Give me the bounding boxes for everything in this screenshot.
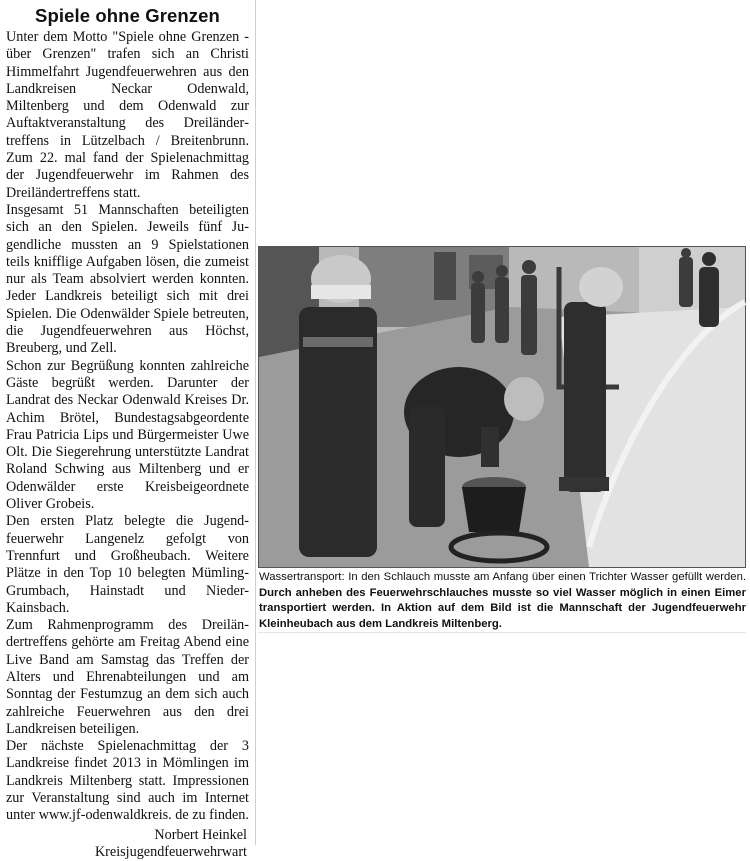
photo-illustration <box>259 247 745 567</box>
caption-lead: Wassertransport: In den Schlauch musste am Anfang über einen Trichter Wasser gefüllt werden. <box>259 571 746 583</box>
news-photo <box>258 246 746 568</box>
paragraph-intro: Unter dem Motto "Spiele ohne Grenzen - über Grenzen" trafen sich an Christi Himmelfahrt Jugendfeuerwehren aus den Landkreisen Neckar Odenwald, Miltenberg und dem Odenwald zur Auftaktveranstaltung des Dreiländertreffens in Lützelbach / Breitenbrunn. Zum 22. mal fand der Spielenachmittag der Jugendfeuerwehr im Rahmen des Dreiländertreffens statt. <box>6 29 249 201</box>
paragraph-next-event: Der nächste Spielenachmittag der 3 Landkreise findet 2013 in Mömlingen im Landkreis Miltenberg statt. Impressionen zur Veranstaltung sind auch im Internet unter www.jf-odenwaldkreis. de zu finden. <box>6 738 249 824</box>
photo-caption <box>259 570 746 632</box>
paragraph-program: Zum Rahmenprogramm des Dreiländertreffens gehörte am Freitag Abend eine Live Band am Samstag das Treffen der Alters und Ehrenabteilungen und am Sonntag der Festumzug an dem sich auch zahlreiche Feuerwehren aus den drei Landkreisen beteiligen. <box>6 617 249 737</box>
author-role: Kreisjugendfeuerwehrwart <box>94 843 247 860</box>
caption-bold: Durch anheben des Feuerwehrschlauches musste so viel Wasser möglich in einen Eimer transportiert werden. In Aktion auf dem Bild ist die Mannschaft der Jugendfeuerwehr Kleinheubach aus dem Landkreis Miltenberg. <box>259 586 746 630</box>
author-signature <box>6 827 249 861</box>
article-body <box>6 29 249 825</box>
author-name: Norbert Heinkel <box>154 826 247 843</box>
paragraph-results: Den ersten Platz belegte die Jugendfeuerwehr Langenelz gefolgt von Trennfurt und Großheubach. Weitere Plätze in den Top 10 belegten Mümling-Grumbach, Hainstadt und Nieder-Kainsbach. <box>6 513 249 616</box>
caption-divider <box>258 632 746 633</box>
article-headline: Spiele ohne Grenzen <box>35 5 220 26</box>
paragraph-teams: Insgesamt 51 Mannschaften beteiligten sich an den Spielen. Jeweils fünf Jugendliche mussten an 9 Spielstationen teils knifflige Aufgaben lösen, die zumeist nur als Team absolviert werden konnten. Jeder Landkreis beteiligt sich mit drei Spielen. Die Odenwälder Spiele betreuten, die Jugendfeuerwehren aus Höchst, Breuberg, und Zell. <box>6 201 249 357</box>
paragraph-guests: Schon zur Begrüßung konnten zahlreiche Gäste begrüßt werden. Darunter der Landrat des Neckar Odenwald Kreises Dr. Achim Brötel, Bundestagsabgeordente Frau Patricia Lips und Bürgermeister Uwe Olt. Die Siegerehrung unterstützte Landrat Roland Schwing aus Miltenberg und er Odenwälder erste Kreisbeigeordnete Oliver Grobeis. <box>6 357 249 513</box>
building-door <box>434 252 456 300</box>
article-column <box>0 0 256 860</box>
